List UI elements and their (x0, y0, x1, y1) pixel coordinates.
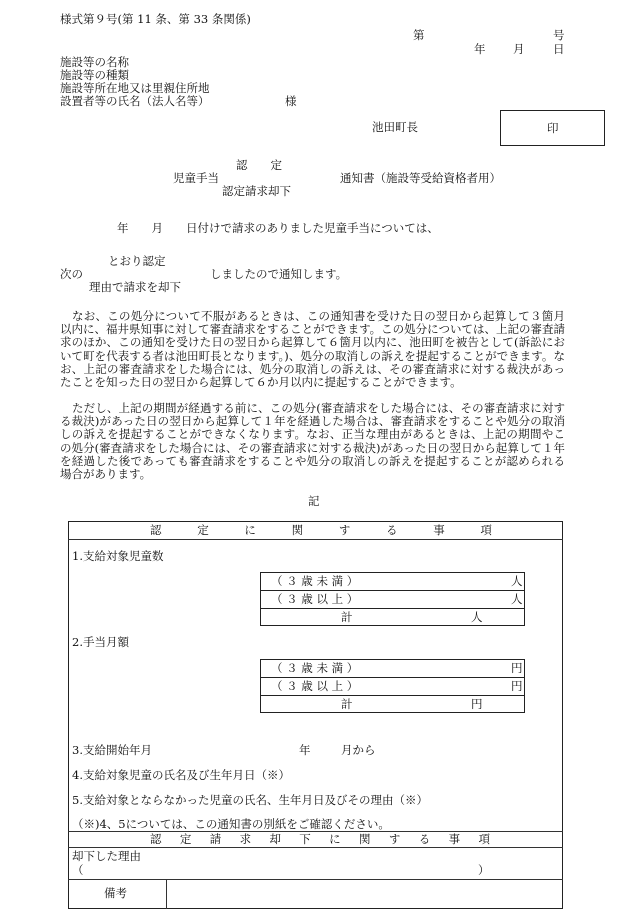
table-header (150, 525, 492, 537)
date-sentence: 年 月 日付けで請求のありました児童手当については、 (117, 221, 439, 235)
item2-over3-row (260, 677, 525, 695)
reject-header-char: に (329, 832, 341, 846)
title-approve: 認 定 (236, 158, 282, 172)
reject-header-char: 関 (359, 832, 371, 846)
item1-under3-label: （ ３ 歳 未 満 ） (271, 574, 359, 588)
reject-reason-close: ） (478, 863, 490, 877)
date-day: 日 (553, 42, 565, 56)
appeal-paragraph-1: なお、この処分について不服があるときは、この通知書を受けた日の翌日から起算して３箇月以内に、福井県知事に対して審査請求をすることができます。この処分については、上記の審査請求のほか、この通知を受けた日の翌日から起算して６箇月以内に、池田町を被告として(訴訟において町を代表する者は池田町長となります。)、処分の取消しの訴えを提起することができます。なお、上記の審査請求をした場合には、処分の取消しの訴えは、その審査請求に対する裁決があったことを知った日の翌日から起算して６か月以内に提起することができます。 (60, 309, 565, 390)
table-header-char: 関 (291, 523, 304, 537)
reject-header-char: 請 (209, 832, 222, 846)
facility-type-label: 施設等の種類 (60, 68, 129, 82)
item1-over3-label: （ ３ 歳 以 上 ） (271, 592, 359, 606)
seal-label: 印 (547, 121, 559, 135)
item2-over3-unit: 円 (511, 679, 523, 693)
reject-header-char: 認 (150, 832, 162, 846)
table-header-char: 事 (433, 523, 445, 537)
item1-over3-unit: 人 (511, 592, 523, 606)
item2-total-unit: 円 (471, 697, 483, 711)
appeal-paragraph-2: ただし、上記の期間が経過する前に、この処分(審査請求をした場合には、その審査請求に対する裁決)があった日の翌日から起算して１年を経過した場合は、審査請求をすることや処分の取消しの訴えを提起することができなくなります。なお、正当な理由があるときは、上記の期間やこの処分(審査請求をした場合には、その審査請求に対する裁決)があった日の翌日から起算して１年を経過した後であっても審査請求をすることや処分の取消しの訴えを提起することが認められる場合があります。 (60, 401, 565, 482)
ki-label: 記 (308, 494, 320, 508)
table-divider (68, 539, 563, 540)
item2-under3-label: （ ３ 歳 未 満 ） (271, 661, 359, 675)
item1-under3-unit: 人 (511, 574, 523, 588)
item2-under3-row (260, 659, 525, 677)
number-prefix: 第 (413, 28, 425, 42)
reject-header-char: 項 (478, 832, 490, 846)
table-header-char: 認 (150, 523, 162, 537)
item1-under3-row (260, 572, 525, 590)
date-month: 月 (513, 42, 525, 56)
facility-name-label: 施設等の名称 (60, 55, 129, 69)
item2-under3-unit: 円 (511, 661, 523, 675)
reject-header-char: 下 (299, 832, 311, 846)
title-reject: 認定請求却下 (222, 184, 291, 198)
reject-header-char: 定 (179, 832, 192, 846)
reject-header-char: す (388, 832, 401, 846)
reject-header-char: る (418, 832, 431, 846)
date-year: 年 (474, 42, 486, 56)
table-header-char: す (338, 523, 351, 537)
reject-header-char: 却 (269, 832, 281, 846)
honorific: 様 (285, 94, 297, 108)
number-suffix: 号 (553, 28, 565, 42)
reject-header-char: 求 (239, 832, 252, 846)
item2-total-row (260, 695, 525, 713)
reject-reason-open: （ (72, 863, 84, 877)
title-notice: 通知書（施設等受給資格者用） (340, 171, 501, 185)
item3-label: 3.支給開始年月 (72, 743, 152, 757)
item3-year: 年 (299, 743, 311, 757)
remarks-column-divider (166, 879, 167, 909)
table-header-char: 項 (480, 523, 492, 537)
item2-label: 2.手当月額 (72, 635, 129, 649)
title-allowance: 児童手当 (173, 171, 219, 185)
seal-box (500, 110, 605, 146)
founder-name-label: 設置者等の氏名（法人名等） (60, 94, 210, 108)
notify-label: しましたので通知します。 (210, 267, 348, 281)
item4-label: 4.支給対象児童の氏名及び生年月日（※） (72, 768, 290, 782)
item1-over3-row (260, 590, 525, 608)
item5-label: 5.支給対象とならなかった児童の氏名、生年月日及びその理由（※） (72, 793, 428, 807)
table-note: （※)4、5については、この通知書の別紙をご確認ください。 (72, 817, 390, 831)
table-header-char: に (244, 523, 256, 537)
facility-address-label: 施設等所在地又は里親住所地 (60, 81, 210, 95)
issuer-mayor: 池田町長 (372, 120, 418, 134)
next-label: 次の (60, 267, 83, 281)
table-header-char: 定 (197, 523, 209, 537)
table-header-char: る (386, 523, 398, 537)
reject-header-char: 事 (448, 832, 461, 846)
reject-header (150, 834, 490, 846)
item1-total-row (260, 608, 525, 626)
item1-label: 1.支給対象児童数 (72, 549, 164, 563)
form-number: 様式第９号(第 11 条、第 33 条関係) (60, 12, 251, 26)
item1-total-unit: 人 (471, 610, 483, 624)
remarks-divider (68, 879, 563, 880)
remarks-label: 備考 (104, 886, 127, 900)
item2-over3-label: （ ３ 歳 以 上 ） (271, 679, 359, 693)
item2-total-label: 計 (341, 697, 353, 711)
reject-divider-mid (68, 847, 563, 848)
reject-reason-label: 却下した理由 (72, 849, 141, 863)
reason-reject: 理由で請求を却下 (89, 280, 181, 294)
item3-month: 月から (341, 743, 376, 757)
as-follows-approve: とおり認定 (108, 254, 166, 268)
item1-total-label: 計 (341, 610, 353, 624)
